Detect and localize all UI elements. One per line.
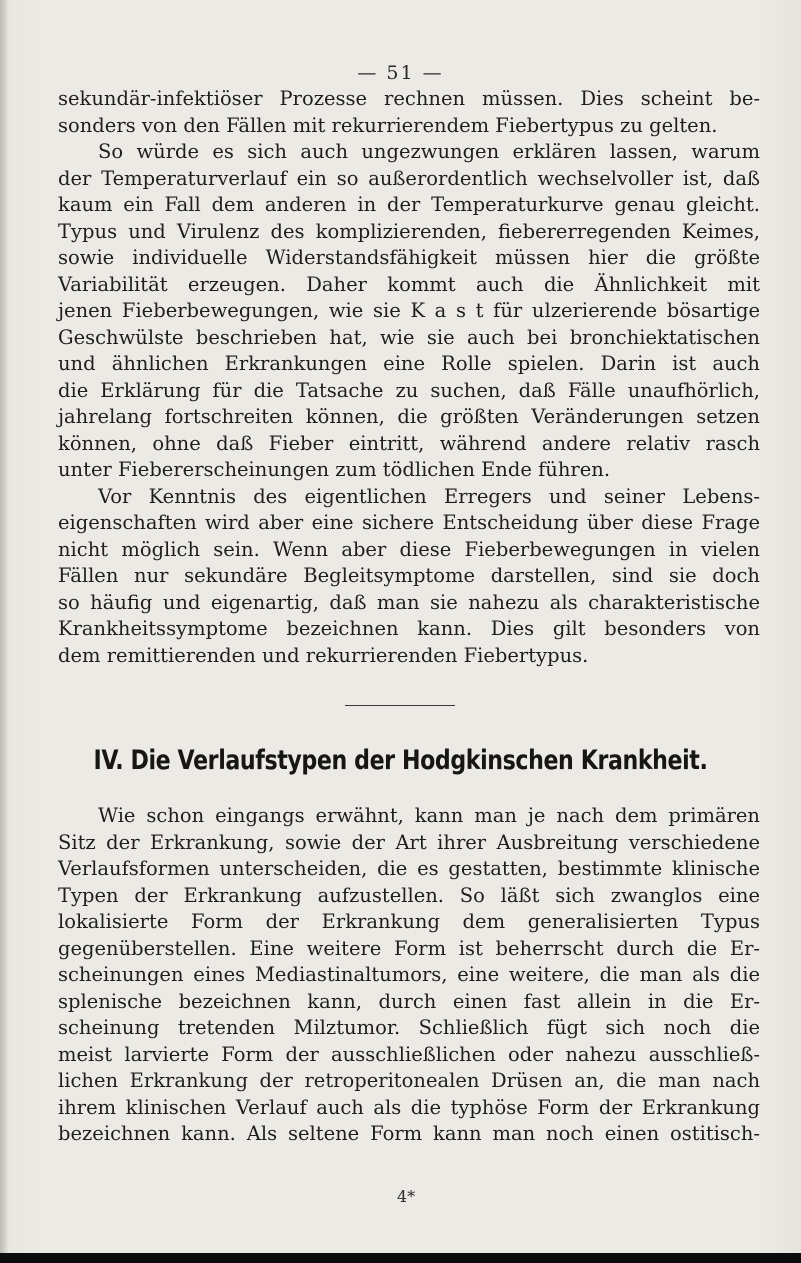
text-line: Geschwülste beschrieben hat, wie sie auch bei bronchiektatischen <box>58 325 760 349</box>
text-line: kaum ein Fall dem anderen in der Temperaturkurve genau gleicht. <box>58 193 760 216</box>
printer-signature: 4* <box>397 1187 416 1206</box>
text-line: nicht möglich sein. Wenn aber diese Fieberbewegungen in vielen <box>58 537 760 561</box>
text-line: scheinungen eines Mediastinaltumors, eine weitere, die man als die <box>58 963 760 986</box>
text-line: Variabilität erzeugen. Daher kommt auch die Ähnlichkeit mit <box>58 272 760 296</box>
text-line: lichen Erkrankung der retroperitonealen Drüsen an, die man nach <box>58 1069 760 1092</box>
body-text-top <box>58 86 760 669</box>
text-line: können, ohne daß Fieber eintritt, während andere relativ rasch <box>58 431 760 455</box>
text-line: Wie schon eingangs erwähnt, kann man je nach dem primären <box>98 804 760 827</box>
text-line: scheinung tretenden Milztumor. Schließlich fügt sich noch die <box>58 1016 760 1039</box>
text-line: Typen der Erkrankung aufzustellen. So läßt sich zwanglos eine <box>58 883 760 907</box>
text-line: gegenüberstellen. Eine weitere Form ist beherrscht durch die Er- <box>58 936 760 960</box>
text-line: splenische bezeichnen kann, durch einen fast allein in die Er- <box>58 989 760 1013</box>
text-line: meist larvierte Form der ausschließlichen oder nahezu ausschließ- <box>58 1042 760 1066</box>
text-line: Krankheitssymptome bezeichnen kann. Dies gilt besonders von <box>58 617 760 640</box>
section-heading: IV. Die Verlaufstypen der Hodgkinschen Krankheit. <box>93 745 708 776</box>
text-line: Fällen nur sekundäre Begleitsymptome darstellen, sind sie doch <box>58 564 760 587</box>
scan-bottom-edge <box>0 1253 801 1263</box>
text-line: sonders von den Fällen mit rekurrierendem Fiebertypus zu gelten. <box>58 113 718 137</box>
text-line: jahrelang fortschreiten können, die größten Veränderungen setzen <box>58 405 760 428</box>
section-divider <box>345 705 455 706</box>
binding-shadow <box>0 0 8 1263</box>
text-line: Vor Kenntnis des eigentlichen Erregers und seiner Lebens- <box>98 484 760 508</box>
text-line: unter Fiebererscheinungen zum tödlichen Ende führen. <box>58 458 611 481</box>
text-line: und ähnlichen Erkrankungen eine Rolle spielen. Darin ist auch <box>58 352 760 375</box>
text-line: lokalisierte Form der Erkrankung dem generalisierten Typus <box>58 910 760 933</box>
page-number: — 51 — <box>357 62 444 84</box>
text-line: der Temperaturverlauf ein so außerordentlich wechselvoller ist, daß <box>58 166 760 190</box>
text-line: Verlaufsformen unterscheiden, die es gestatten, bestimmte klinische <box>58 857 760 880</box>
text-line: Sitz der Erkrankung, sowie der Art ihrer Ausbreitung verschiedene <box>58 830 760 854</box>
text-line: jenen Fieberbewegungen, wie sie K a s t für ulzerierende bösartige <box>58 299 760 322</box>
text-line: dem remittierenden und rekurrierenden Fiebertypus. <box>58 643 589 667</box>
text-line: So würde es sich auch ungezwungen erklären lassen, warum <box>98 140 760 163</box>
body-text-bottom <box>58 803 760 1148</box>
text-line: sowie individuelle Widerstandsfähigkeit müssen hier die größte <box>58 246 760 269</box>
text-line: eigenschaften wird aber eine sichere Entscheidung über diese Frage <box>58 511 760 534</box>
text-line: bezeichnen kann. Als seltene Form kann man noch einen ostitisch- <box>58 1122 760 1145</box>
text-line: sekundär-infektiöser Prozesse rechnen müssen. Dies scheint be- <box>58 87 760 110</box>
text-line: so häufig und eigenartig, daß man sie nahezu als charakteristische <box>58 590 760 614</box>
text-line: die Erklärung für die Tatsache zu suchen, daß Fälle unaufhörlich, <box>58 378 760 402</box>
text-line: Typus und Virulenz des komplizierenden, fiebererregenden Keimes, <box>58 219 760 243</box>
text-line: ihrem klinischen Verlauf auch als die typhöse Form der Erkrankung <box>58 1095 760 1119</box>
